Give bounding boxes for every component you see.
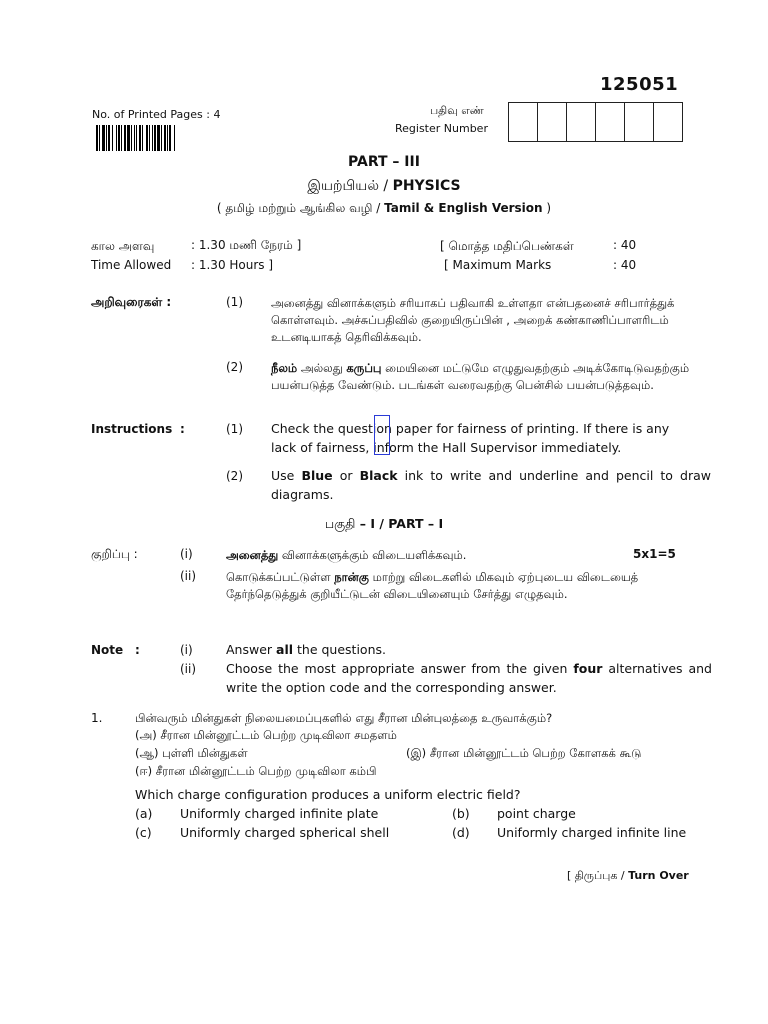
marks-value: : 40 bbox=[613, 258, 637, 272]
ink-black-ta: கருப்பு bbox=[346, 361, 382, 375]
note-ta-2 bbox=[226, 569, 666, 603]
time-value: : 1.30 Hours ] bbox=[191, 258, 274, 272]
instruction-en-2-pre: Use bbox=[271, 468, 302, 483]
section-heading-en: – I / PART – I bbox=[355, 516, 444, 531]
barcode-bar bbox=[175, 125, 176, 151]
register-number-label: Register Number bbox=[395, 122, 488, 135]
instruction-ta-1: அனைத்து வினாக்களும் சரியாகப் பதிவாகி உள்ளதா என்பதனைச் சரிபார்த்துக் கொள்ளவும். அச்சுப்பதிவில் குறையிருப்பின் , அறைக் கண்காணிப்பாளரிடம் உடனடியாகத் தெரிவிக்கவும். bbox=[271, 296, 675, 344]
section-heading-ta: பகுதி bbox=[324, 516, 356, 531]
instruction-ta-2 bbox=[271, 360, 711, 394]
marks-label: [ Maximum Marks bbox=[444, 258, 552, 272]
instructions-colon: : bbox=[180, 422, 185, 436]
printed-pages: No. of Printed Pages : 4 bbox=[92, 108, 221, 121]
register-number-label-ta: பதிவு எண் bbox=[430, 104, 484, 117]
option-ta-b: (ஆ) புள்ளி மின்துகள் bbox=[135, 746, 248, 760]
option-d-code: (d) bbox=[452, 825, 470, 840]
turn-over-en: Turn Over bbox=[628, 869, 689, 882]
instructions-label-ta: அறிவுரைகள் : bbox=[91, 295, 172, 309]
option-ta-c: (இ) சீரான மின்னூட்டம் பெற்ற கோளகக் கூடு bbox=[406, 746, 642, 760]
note-en-1-num: (i) bbox=[180, 643, 193, 657]
register-number-boxes bbox=[508, 102, 683, 142]
option-b-code: (b) bbox=[452, 806, 470, 821]
note-en-1 bbox=[226, 641, 386, 660]
option-a-code: (a) bbox=[135, 806, 153, 821]
ink-black: Black bbox=[359, 468, 398, 483]
instruction-ta-2-rest: மையினை மட்டுமே எழுதுவதற்கும் அடிக்கோடிடுவதற்கும் பயன்படுத்த வேண்டும். படங்கள் வரைவதற்கு பென்சில் பயன்படுத்தவும். bbox=[271, 361, 690, 392]
instruction-en-2 bbox=[271, 467, 711, 504]
question-number: 1. bbox=[91, 711, 103, 725]
note-en-2-rest: alternatives and write the option code and the corresponding answer. bbox=[226, 661, 712, 695]
instruction-ta-2-mid: அல்லது bbox=[297, 361, 347, 375]
note-label-ta: குறிப்பு : bbox=[91, 547, 138, 561]
version-en: Tamil & English Version bbox=[384, 201, 543, 215]
highlight-box bbox=[374, 415, 390, 455]
note-en-2-bold: four bbox=[573, 661, 603, 676]
marks-scheme: 5x1=5 bbox=[633, 547, 676, 561]
subject-ta: இயற்பியல் / bbox=[307, 178, 393, 194]
question-text-ta: பின்வரும் மின்துகள் நிலையமைப்புகளில் எது சீரான மின்புலத்தை உருவாக்கும்? bbox=[135, 711, 553, 725]
note-en-2-pre: Choose the most appropriate answer from the given bbox=[226, 661, 574, 676]
register-number-box bbox=[625, 103, 654, 141]
marks-value-ta: : 40 bbox=[613, 238, 637, 252]
turn-over bbox=[567, 869, 689, 884]
note-en-2-num: (ii) bbox=[180, 662, 197, 676]
note-en-1-pre: Answer bbox=[226, 642, 277, 657]
instructions-label: Instructions bbox=[91, 422, 173, 436]
instruction-ta-2-num: (2) bbox=[226, 360, 243, 374]
option-d-text: Uniformly charged infinite line bbox=[497, 825, 687, 840]
note-ta-2-bold: நான்கு bbox=[334, 570, 369, 584]
instruction-en-1: Check the question paper for fairness of printing. If there is any lack of fairness, inform the Hall Supervisor immediately. bbox=[271, 421, 670, 455]
note-ta-2-rest: மாற்று விடைகளில் மிகவும் ஏற்புடைய விடையைத் தேர்ந்தெடுத்துக் குறியீட்டுடன் விடையினையும் சேர்த்து எழுதவும். bbox=[226, 570, 639, 601]
instruction-en-2-mid: or bbox=[332, 468, 360, 483]
register-number-box bbox=[509, 103, 538, 141]
note-ta-1 bbox=[226, 547, 466, 564]
subject-title bbox=[0, 178, 768, 196]
part-title: PART – III bbox=[348, 154, 420, 170]
note-ta-1-rest: வினாக்களுக்கும் விடையளிக்கவும். bbox=[278, 548, 467, 562]
subject-en: PHYSICS bbox=[392, 178, 461, 194]
version-close: ) bbox=[542, 201, 552, 215]
register-number-box bbox=[654, 103, 682, 141]
section-heading bbox=[0, 516, 768, 533]
note-en-2 bbox=[226, 660, 712, 697]
note-en-1-rest: the questions. bbox=[293, 642, 386, 657]
barcode bbox=[96, 125, 228, 151]
option-c-text: Uniformly charged spherical shell bbox=[180, 825, 390, 840]
paper-code: 125051 bbox=[600, 74, 679, 95]
turn-over-ta: [ திருப்புக / bbox=[567, 869, 629, 882]
ink-blue: Blue bbox=[301, 468, 333, 483]
note-ta-2-pre: கொடுக்கப்பட்டுள்ள bbox=[226, 570, 335, 584]
note-colon: : bbox=[135, 643, 140, 657]
option-c-code: (c) bbox=[135, 825, 152, 840]
version-line bbox=[0, 201, 768, 217]
option-a-text: Uniformly charged infinite plate bbox=[180, 806, 379, 821]
instruction-en-1-num: (1) bbox=[226, 422, 243, 436]
note-label: Note bbox=[91, 643, 124, 657]
version-open: ( bbox=[216, 201, 226, 215]
question-text: Which charge configuration produces a uniform electric field? bbox=[135, 787, 521, 802]
note-en-1-bold: all bbox=[276, 642, 294, 657]
option-ta-d: (ஈ) சீரான மின்னூட்டம் பெற்ற முடிவிலா கம்பி bbox=[135, 764, 377, 778]
instruction-en-2-num: (2) bbox=[226, 469, 243, 483]
time-value-ta: : 1.30 மணி நேரம் ] bbox=[191, 238, 302, 252]
note-ta-2-num: (ii) bbox=[180, 569, 197, 583]
time-label-ta: கால அளவு bbox=[91, 239, 155, 253]
version-ta: தமிழ் மற்றும் ஆங்கில வழி / bbox=[225, 201, 385, 215]
time-label: Time Allowed bbox=[91, 258, 172, 272]
option-ta-a: (அ) சீரான மின்னூட்டம் பெற்ற முடிவிலா சமதளம் bbox=[135, 728, 397, 742]
marks-label-ta: [ மொத்த மதிப்பெண்கள் bbox=[440, 239, 574, 253]
register-number-box bbox=[538, 103, 567, 141]
ink-blue-ta: நீலம் bbox=[271, 361, 298, 375]
instruction-ta-1-num: (1) bbox=[226, 295, 243, 309]
instruction-en-2-rest: ink to write and underline and pencil to draw diagrams. bbox=[271, 468, 711, 502]
option-b-text: point charge bbox=[497, 806, 576, 821]
note-ta-1-num: (i) bbox=[180, 547, 193, 561]
register-number-box bbox=[567, 103, 596, 141]
register-number-box bbox=[596, 103, 625, 141]
note-ta-1-bold: அனைத்து bbox=[226, 548, 279, 562]
